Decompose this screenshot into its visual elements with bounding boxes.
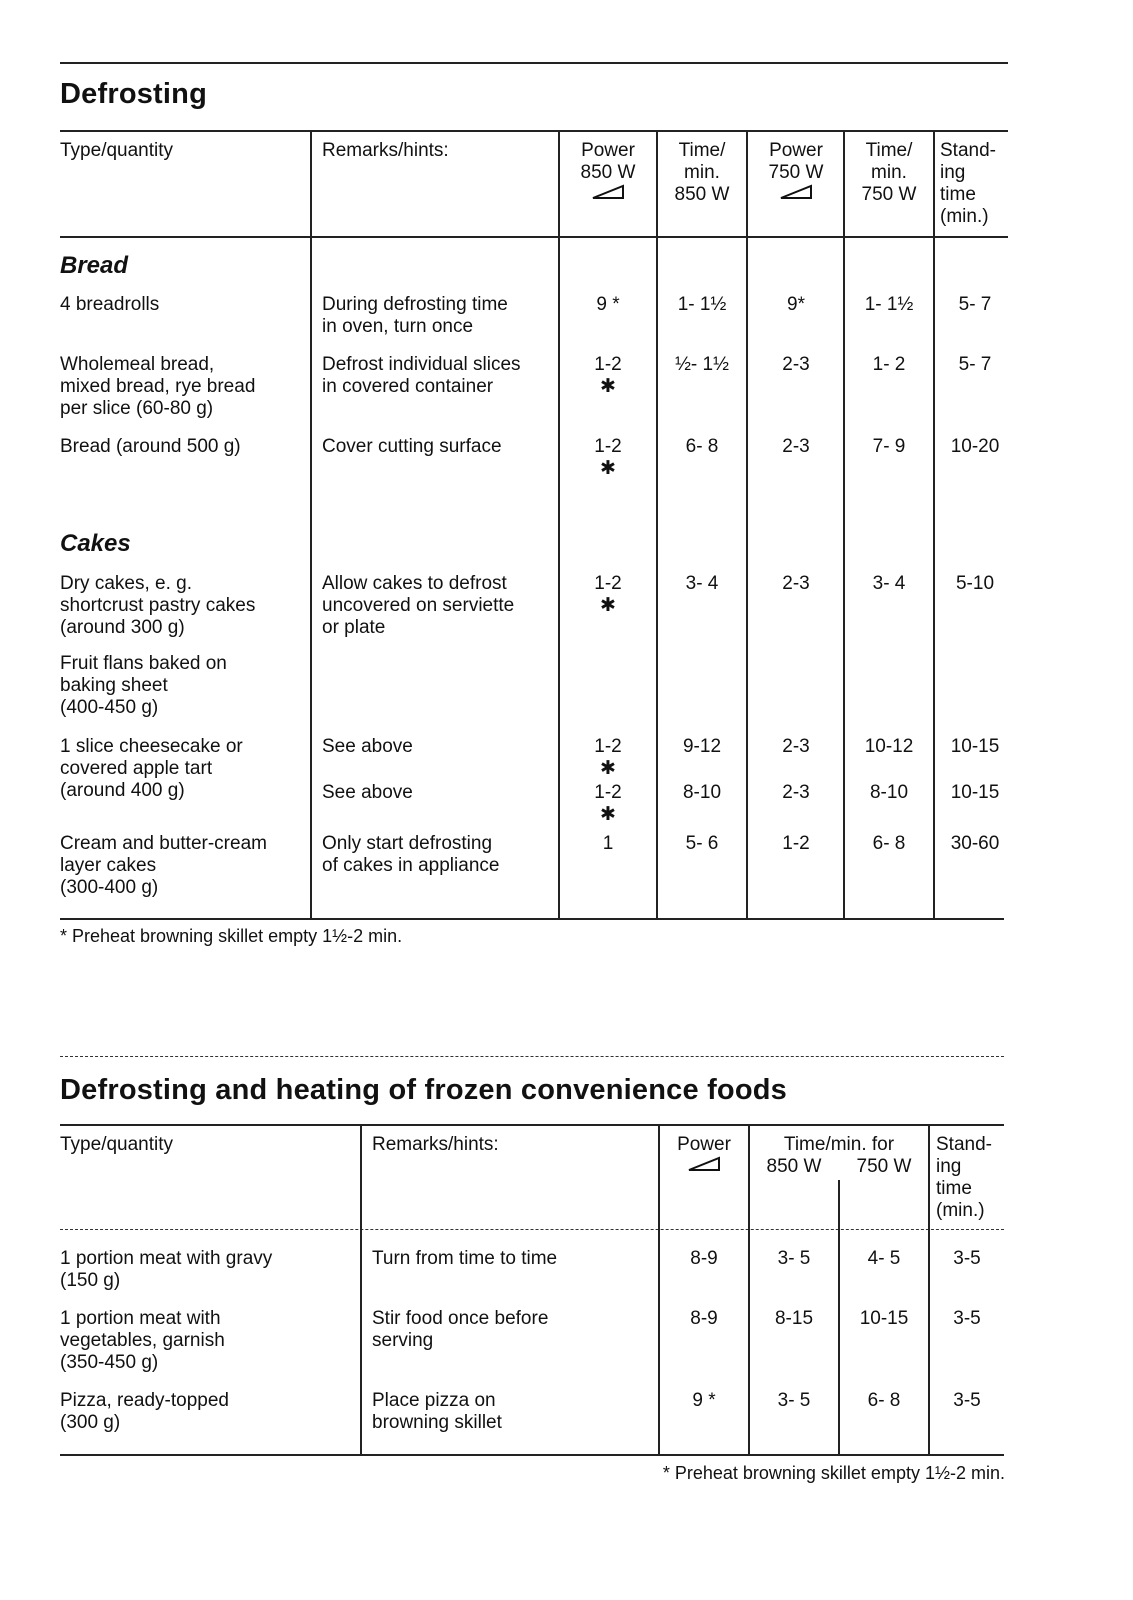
row-time750: 4- 5 (867, 1248, 901, 1269)
row-time850: 6- 8 (685, 436, 719, 457)
table1-title: Defrosting (60, 78, 207, 110)
row-standing: 10-15 (950, 736, 1000, 757)
row-power750: 2-3 (782, 782, 810, 803)
table1-header-rule (60, 130, 1008, 132)
row-standing: 3-5 (953, 1390, 981, 1411)
table2-col-divider (360, 1124, 362, 1454)
row-time850: 9-12 (682, 736, 722, 757)
table2-header-bottom-rule (60, 1229, 1004, 1230)
row-remarks: See above (322, 736, 413, 757)
row-power: 9 * (692, 1390, 716, 1411)
table1-header-time850: Time/ min. 850 W (674, 140, 730, 205)
defrost-symbol-icon: ✱ (600, 595, 616, 616)
table2-header-t850: 850 W (766, 1156, 822, 1177)
table2-header-timefor: Time/min. for (783, 1134, 895, 1155)
table2-header-standing: Stand- ing time (min.) (936, 1134, 992, 1221)
table1-header-remarks: Remarks/hints: (322, 140, 449, 161)
table1-header-time750: Time/ min. 750 W (861, 140, 917, 205)
row-time850: 3- 5 (777, 1390, 811, 1411)
table-row: Fruit flans baked on baking sheet (400-450 g) (60, 653, 227, 718)
table2-top-rule (60, 1056, 1004, 1057)
table1-header-power750: Power 750 W (748, 140, 844, 206)
row-time750: 8-10 (869, 782, 909, 803)
power-level-icon (687, 1156, 721, 1172)
table1-bottom-rule (60, 918, 1004, 920)
row-time750: 7- 9 (872, 436, 906, 457)
row-standing: 5-10 (955, 573, 995, 594)
table2-header-power: Power (660, 1134, 748, 1178)
row-remarks: Stir food once before serving (372, 1308, 549, 1351)
table2-bottom-rule (60, 1454, 1004, 1456)
row-remarks: Turn from time to time (372, 1248, 558, 1269)
row-power850: 1 (602, 833, 614, 854)
table-row: 1 portion meat with vegetables, garnish (350-450 g) (60, 1308, 225, 1373)
row-power750: 2-3 (782, 436, 810, 457)
table-row: 1 slice cheesecake or covered apple tart (around 400 g) (60, 736, 243, 801)
row-time750: 6- 8 (867, 1390, 901, 1411)
row-remarks: Only start defrosting of cakes in appliance (322, 833, 500, 876)
defrost-symbol-icon: ✱ (600, 376, 616, 397)
row-remarks: During defrosting time in oven, turn once (322, 294, 508, 337)
table-row: 1 portion meat with gravy (150 g) (60, 1248, 273, 1291)
row-time850: 8-15 (774, 1308, 814, 1329)
row-power850: 1-2 ✱ (560, 573, 656, 617)
row-remarks: Cover cutting surface (322, 436, 502, 457)
row-power750: 9* (787, 294, 805, 315)
table-row: Cream and butter-cream layer cakes (300-400 g) (60, 833, 267, 898)
row-remarks: Defrost individual slices in covered container (322, 354, 521, 397)
table-row: Bread (around 500 g) (60, 436, 241, 457)
row-power850: 1-2 ✱ (560, 436, 656, 480)
table1-header-bottom-rule (60, 236, 1008, 238)
row-remarks: Allow cakes to defrost uncovered on serviette or plate (322, 573, 515, 638)
row-time750: 1- 1½ (864, 294, 914, 315)
top-rule (60, 62, 1008, 64)
row-standing: 30-60 (950, 833, 1000, 854)
row-remarks: Place pizza on browning skillet (372, 1390, 502, 1433)
row-time750: 6- 8 (872, 833, 906, 854)
section-bread: Bread (60, 252, 129, 279)
row-power750: 2-3 (782, 736, 810, 757)
row-standing: 10-15 (950, 782, 1000, 803)
defrost-symbol-icon: ✱ (600, 458, 616, 479)
row-power850: 1-2 ✱ (560, 354, 656, 398)
row-time750: 1- 2 (872, 354, 906, 375)
row-remarks: See above (322, 782, 413, 803)
defrost-symbol-icon: ✱ (600, 804, 616, 825)
section-cakes: Cakes (60, 530, 131, 557)
row-standing: 10-20 (950, 436, 1000, 457)
table1-col-divider (310, 130, 312, 918)
row-power850: 9 * (596, 294, 620, 315)
table1-footnote: * Preheat browning skillet empty 1½-2 min. (60, 926, 403, 946)
table1-header-power850: Power 850 W (560, 140, 656, 206)
table2-header-t750: 750 W (856, 1156, 912, 1177)
row-power: 8-9 (690, 1308, 718, 1329)
power-level-icon (779, 184, 813, 200)
power-level-icon (591, 184, 625, 200)
row-time750: 10-12 (864, 736, 914, 757)
row-standing: 3-5 (953, 1248, 981, 1269)
defrost-symbol-icon: ✱ (600, 758, 616, 779)
row-standing: 5- 7 (958, 294, 992, 315)
table-row: 4 breadrolls (60, 294, 160, 315)
row-time850: 8-10 (682, 782, 722, 803)
row-time850: 1- 1½ (677, 294, 727, 315)
table-row: Pizza, ready-topped (300 g) (60, 1390, 229, 1433)
row-power850: 1-2 ✱ (560, 736, 656, 780)
row-time850: 3- 5 (777, 1248, 811, 1269)
row-power750: 1-2 (782, 833, 810, 854)
table2-header-rule (60, 1124, 1004, 1126)
row-time750: 3- 4 (872, 573, 906, 594)
row-time850: 3- 4 (685, 573, 719, 594)
table2-title: Defrosting and heating of frozen convenience foods (60, 1074, 787, 1106)
row-power: 8-9 (690, 1248, 718, 1269)
table1-header-standing: Stand- ing time (min.) (940, 140, 996, 227)
row-power750: 2-3 (782, 573, 810, 594)
row-standing: 5- 7 (958, 354, 992, 375)
table-row: Wholemeal bread, mixed bread, rye bread per slice (60-80 g) (60, 354, 256, 419)
table2-header-remarks: Remarks/hints: (372, 1134, 499, 1155)
table2-header-type: Type/quantity (60, 1134, 174, 1155)
row-time750: 10-15 (859, 1308, 909, 1329)
row-power750: 2-3 (782, 354, 810, 375)
table-row: Dry cakes, e. g. shortcrust pastry cakes (around 300 g) (60, 573, 256, 638)
table1-header-type: Type/quantity (60, 140, 174, 161)
row-standing: 3-5 (953, 1308, 981, 1329)
row-power850: 1-2 ✱ (560, 782, 656, 826)
row-time850: 5- 6 (685, 833, 719, 854)
table2-footnote: * Preheat browning skillet empty 1½-2 min. (662, 1463, 1005, 1483)
row-time850: ½- 1½ (675, 354, 729, 375)
